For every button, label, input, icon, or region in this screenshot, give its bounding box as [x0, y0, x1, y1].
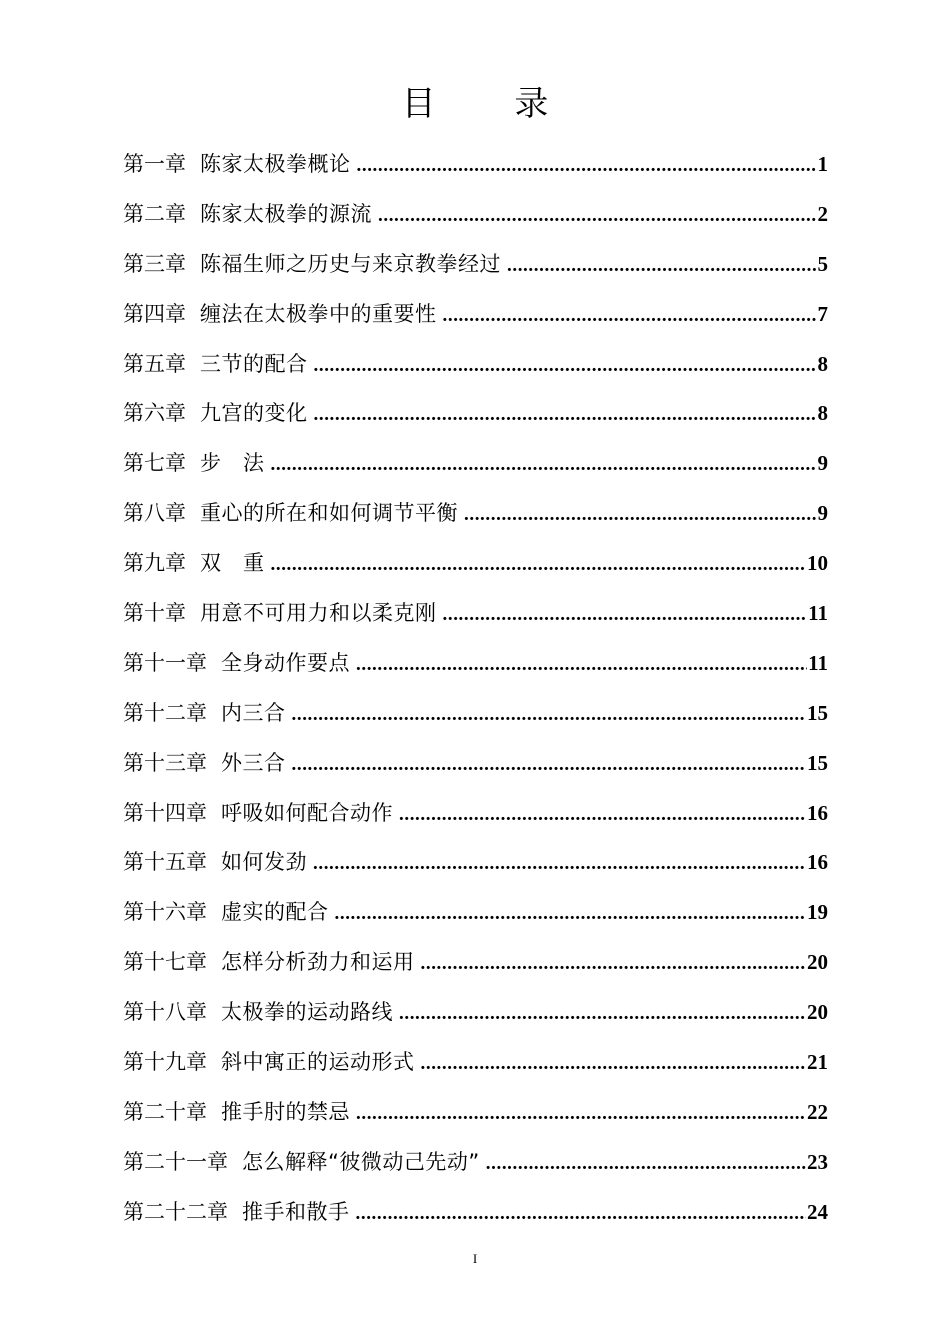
chapter-number: 第四章 — [123, 301, 186, 326]
toc-entry[interactable] — [123, 639, 828, 689]
page-number: 11 — [808, 650, 828, 675]
toc-entry[interactable] — [123, 240, 828, 290]
page-folio: I — [472, 1251, 478, 1266]
chapter-title: 重心的所在和如何调节平衡 — [200, 501, 458, 526]
page-number: 22 — [807, 1099, 828, 1124]
chapter-title: 外三合 — [221, 750, 286, 775]
toc-entry[interactable] — [123, 789, 828, 839]
dot-leader — [314, 390, 817, 440]
chapter-title: 陈福生师之历史与来京教拳经过 — [200, 251, 501, 276]
chapter-number: 第三章 — [123, 251, 186, 276]
toc-entry[interactable] — [123, 1138, 828, 1188]
toc-entry[interactable] — [123, 1088, 828, 1138]
page-number: 7 — [817, 301, 828, 326]
chapter-number: 第二十章 — [123, 1099, 207, 1124]
toc-entry[interactable] — [123, 888, 828, 938]
dot-leader — [271, 540, 807, 590]
dot-leader — [443, 291, 817, 341]
chapter-number: 第二十二章 — [123, 1199, 228, 1224]
dot-leader — [356, 1089, 806, 1139]
dot-leader — [464, 490, 817, 540]
page-number: 19 — [807, 900, 828, 925]
dot-leader — [292, 690, 807, 740]
chapter-number: 第十八章 — [123, 1000, 207, 1025]
page-number: 20 — [807, 1000, 828, 1025]
toc-entry[interactable] — [123, 1038, 828, 1088]
toc-entry[interactable] — [123, 739, 828, 789]
toc-entry[interactable] — [123, 140, 828, 190]
chapter-title: 如何发劲 — [221, 850, 307, 875]
chapter-title: 太极拳的运动路线 — [221, 1000, 393, 1025]
dot-leader — [357, 141, 817, 191]
chapter-title: 推手和散手 — [242, 1199, 350, 1224]
dot-leader — [421, 1039, 807, 1089]
page-number: 11 — [808, 601, 828, 626]
page-number: 23 — [807, 1149, 828, 1174]
toc-entry[interactable] — [123, 190, 828, 240]
dot-leader — [443, 590, 808, 640]
toc-entry[interactable] — [123, 489, 828, 539]
page-number: 20 — [807, 950, 828, 975]
toc-entry[interactable] — [123, 988, 828, 1038]
chapter-number: 第二十一章 — [123, 1149, 228, 1174]
page-number: 15 — [807, 700, 828, 725]
dot-leader — [314, 341, 817, 391]
page-number: 16 — [807, 850, 828, 875]
chapter-title: 怎样分析劲力和运用 — [221, 950, 415, 975]
dot-leader — [271, 440, 817, 490]
toc-entry[interactable] — [123, 340, 828, 390]
page-number: 8 — [817, 351, 828, 376]
chapter-number: 第十一章 — [123, 650, 207, 675]
toc-entry[interactable] — [123, 539, 828, 589]
chapter-title: 全身动作要点 — [221, 650, 350, 675]
chapter-number: 第十九章 — [123, 1050, 207, 1075]
chapter-number: 第十七章 — [123, 950, 207, 975]
chapter-title: 缠法在太极拳中的重要性 — [200, 301, 437, 326]
page-number: 16 — [807, 800, 828, 825]
page-number: 15 — [807, 750, 828, 775]
chapter-title: 三节的配合 — [200, 351, 308, 376]
dot-leader — [399, 790, 806, 840]
dot-leader — [507, 241, 817, 291]
page-title: 目 录 — [401, 84, 583, 124]
chapter-number: 第五章 — [123, 351, 186, 376]
page-number: 24 — [807, 1199, 828, 1224]
toc-entry[interactable] — [123, 1188, 828, 1238]
toc-entry[interactable] — [123, 938, 828, 988]
chapter-title: 怎么解释“彼微动己先动” — [242, 1149, 480, 1174]
dot-leader — [292, 740, 807, 790]
chapter-number: 第二章 — [123, 201, 186, 226]
chapter-title: 用意不可用力和以柔克刚 — [200, 601, 437, 626]
chapter-title: 呼吸如何配合动作 — [221, 800, 393, 825]
table-of-contents — [123, 140, 828, 1238]
chapter-number: 第十六章 — [123, 900, 207, 925]
chapter-title: 虚实的配合 — [221, 900, 329, 925]
chapter-number: 第十四章 — [123, 800, 207, 825]
chapter-number: 第六章 — [123, 401, 186, 426]
dot-leader — [486, 1139, 806, 1189]
chapter-number: 第十五章 — [123, 850, 207, 875]
toc-entry[interactable] — [123, 389, 828, 439]
chapter-number: 第一章 — [123, 152, 186, 176]
toc-entry[interactable] — [123, 589, 828, 639]
chapter-number: 第十章 — [123, 601, 186, 626]
page-number: 5 — [817, 251, 828, 276]
dot-leader — [356, 640, 807, 690]
chapter-title: 九宫的变化 — [200, 401, 308, 426]
page-number: 8 — [817, 401, 828, 426]
toc-entry[interactable] — [123, 290, 828, 340]
page-number: 9 — [817, 501, 828, 526]
dot-leader — [356, 1189, 807, 1239]
chapter-number: 第十三章 — [123, 750, 207, 775]
page-number: 21 — [807, 1050, 828, 1075]
chapter-title: 步 法 — [200, 451, 265, 476]
chapter-title: 推手肘的禁忌 — [221, 1099, 350, 1124]
chapter-title: 内三合 — [221, 700, 286, 725]
chapter-title: 斜中寓正的运动形式 — [221, 1050, 415, 1075]
toc-entry[interactable] — [123, 439, 828, 489]
dot-leader — [335, 889, 807, 939]
chapter-title: 陈家太极拳概论 — [200, 152, 351, 176]
chapter-number: 第八章 — [123, 501, 186, 526]
page-number: 10 — [807, 551, 828, 576]
page-number: 9 — [817, 451, 828, 476]
dot-leader — [378, 191, 817, 241]
dot-leader — [421, 939, 807, 989]
chapter-title: 陈家太极拳的源流 — [200, 201, 372, 226]
page-number: 2 — [817, 201, 828, 226]
chapter-number: 第七章 — [123, 451, 186, 476]
chapter-number: 第十二章 — [123, 700, 207, 725]
toc-entry[interactable] — [123, 838, 828, 888]
dot-leader — [399, 989, 806, 1039]
page-number: 1 — [817, 152, 828, 176]
toc-entry[interactable] — [123, 689, 828, 739]
dot-leader — [313, 839, 806, 889]
chapter-title: 双 重 — [200, 551, 265, 576]
chapter-number: 第九章 — [123, 551, 186, 576]
